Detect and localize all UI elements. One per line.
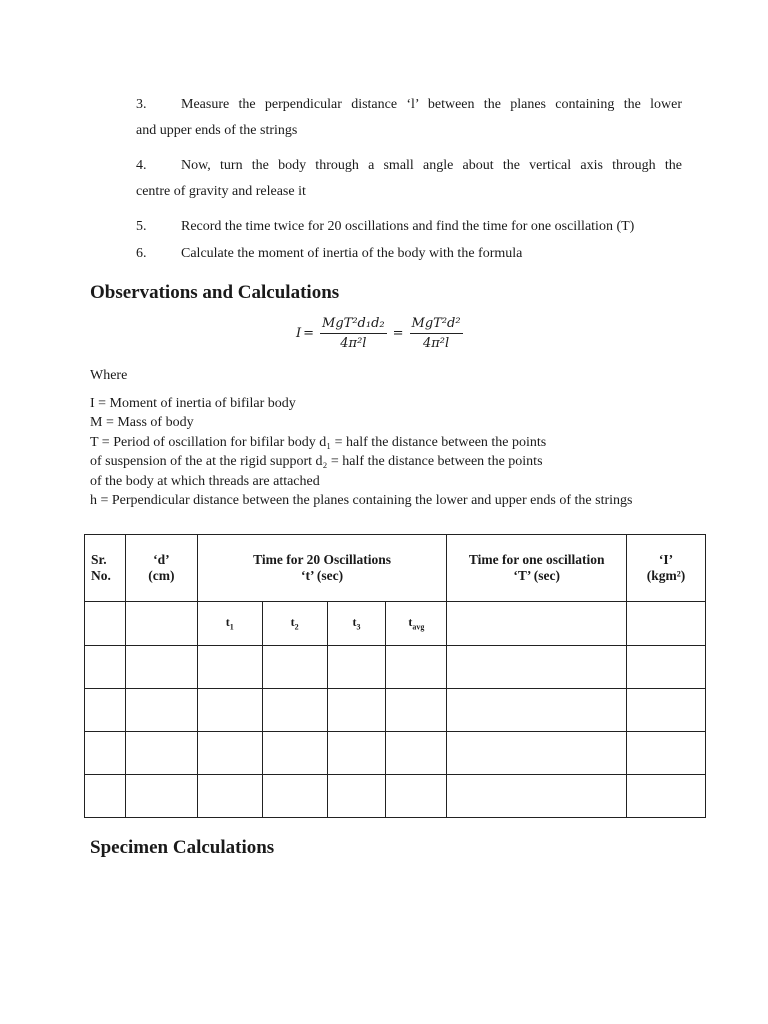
formula-numerator: MgT²d₁d₂ <box>320 316 387 334</box>
table-row <box>85 689 706 732</box>
formula-lhs: I <box>296 326 302 341</box>
table-cell <box>85 602 126 646</box>
table-cell <box>197 775 262 818</box>
observation-table <box>84 534 706 818</box>
table-cell <box>386 689 447 732</box>
step-number: 4. <box>136 158 147 173</box>
step-text: Record the time twice for 20 oscillations and find the time for one oscillation (T) <box>181 219 635 234</box>
observations-heading: Observations and Calculations <box>90 282 340 303</box>
formula-numerator: MgT²d² <box>410 316 463 334</box>
table-cell <box>85 689 126 732</box>
table-cell <box>197 689 262 732</box>
step-text: Calculate the moment of inertia of the body with the formula <box>181 246 523 261</box>
table-cell <box>447 732 627 775</box>
table-cell <box>327 775 386 818</box>
table-cell <box>447 775 627 818</box>
table-row <box>85 646 706 689</box>
table-cell <box>197 646 262 689</box>
procedure-steps <box>136 92 682 267</box>
table-cell <box>85 646 126 689</box>
formula-denominator: 4π²l <box>422 336 450 351</box>
table-cell <box>627 602 706 646</box>
table-cell <box>125 689 197 732</box>
table-cell <box>627 646 706 689</box>
definition-line: M = Mass of body <box>90 415 194 430</box>
definition-line: of suspension of the at the rigid support d₂ = half the distance between the points <box>90 454 543 469</box>
formula-fraction-2 <box>410 316 463 351</box>
step-text-continued: centre of gravity and release it <box>136 184 306 199</box>
table-cell <box>386 646 447 689</box>
table-cell <box>447 602 627 646</box>
formula-fraction-1 <box>320 316 387 351</box>
step-text-continued: and upper ends of the strings <box>136 123 298 138</box>
subheader-t2: $t_2$ <box>262 602 327 646</box>
header-d: ‘d’ (cm) <box>125 535 197 602</box>
header-time-20: Time for 20 Oscillations ‘t’ (sec) <box>197 535 447 602</box>
header-time-1: Time for one oscillation ‘T’ (sec) <box>447 535 627 602</box>
specimen-heading: Specimen Calculations <box>90 837 275 858</box>
table-cell <box>327 689 386 732</box>
formula-denominator: 4π²l <box>340 336 367 351</box>
table-cell <box>262 689 327 732</box>
table-cell <box>386 775 447 818</box>
table-cell <box>85 732 126 775</box>
table-cell <box>447 646 627 689</box>
step-text: Now, turn the body through a small angle about the vertical axis through the <box>181 158 682 173</box>
table-cell <box>197 732 262 775</box>
header-sr-no: Sr. No. <box>85 535 126 602</box>
table-row <box>85 732 706 775</box>
table-cell <box>125 602 197 646</box>
step-number: 5. <box>136 219 147 234</box>
formula-equals: = <box>303 326 315 341</box>
subheader-t3: $t_3$ <box>327 602 386 646</box>
step-number: 6. <box>136 246 147 261</box>
where-label: Where <box>90 368 128 383</box>
table-subheader-row <box>85 602 706 646</box>
step-text: Measure the perpendicular distance ‘l’ between the planes containing the lower <box>181 97 682 112</box>
table-cell <box>627 732 706 775</box>
step-6 <box>136 241 682 267</box>
definition-line: of the body at which threads are attached <box>90 473 320 489</box>
table-cell <box>386 732 447 775</box>
table-cell <box>262 775 327 818</box>
table-cell <box>627 775 706 818</box>
subheader-tavg: $t_{avg}$ <box>386 602 447 646</box>
table-cell <box>627 689 706 732</box>
table-cell <box>447 689 627 732</box>
table-cell <box>262 646 327 689</box>
step-4 <box>136 153 682 205</box>
step-5 <box>136 214 682 240</box>
step-number: 3. <box>136 97 147 112</box>
table-row <box>85 775 706 818</box>
definition-line: I = Moment of inertia of bifilar body <box>90 395 296 411</box>
header-inertia: ‘I’ (kgm²) <box>627 535 706 602</box>
step-3 <box>136 92 682 144</box>
table-cell <box>327 732 386 775</box>
table-cell <box>125 775 197 818</box>
table-cell <box>327 646 386 689</box>
table-cell <box>125 732 197 775</box>
definitions <box>90 366 632 511</box>
table-cell <box>262 732 327 775</box>
definition-line: h = Perpendicular distance between the planes containing the lower and upper ends of the strings <box>90 493 633 508</box>
inertia-formula <box>296 316 467 351</box>
table-cell <box>125 646 197 689</box>
subheader-t1: $t_1$ <box>197 602 262 646</box>
formula-equals: = <box>392 326 404 341</box>
table-header-row <box>85 535 706 602</box>
definition-line: T = Period of oscillation for bifilar body d₁ = half the distance between the points <box>90 434 547 450</box>
table-cell <box>85 775 126 818</box>
